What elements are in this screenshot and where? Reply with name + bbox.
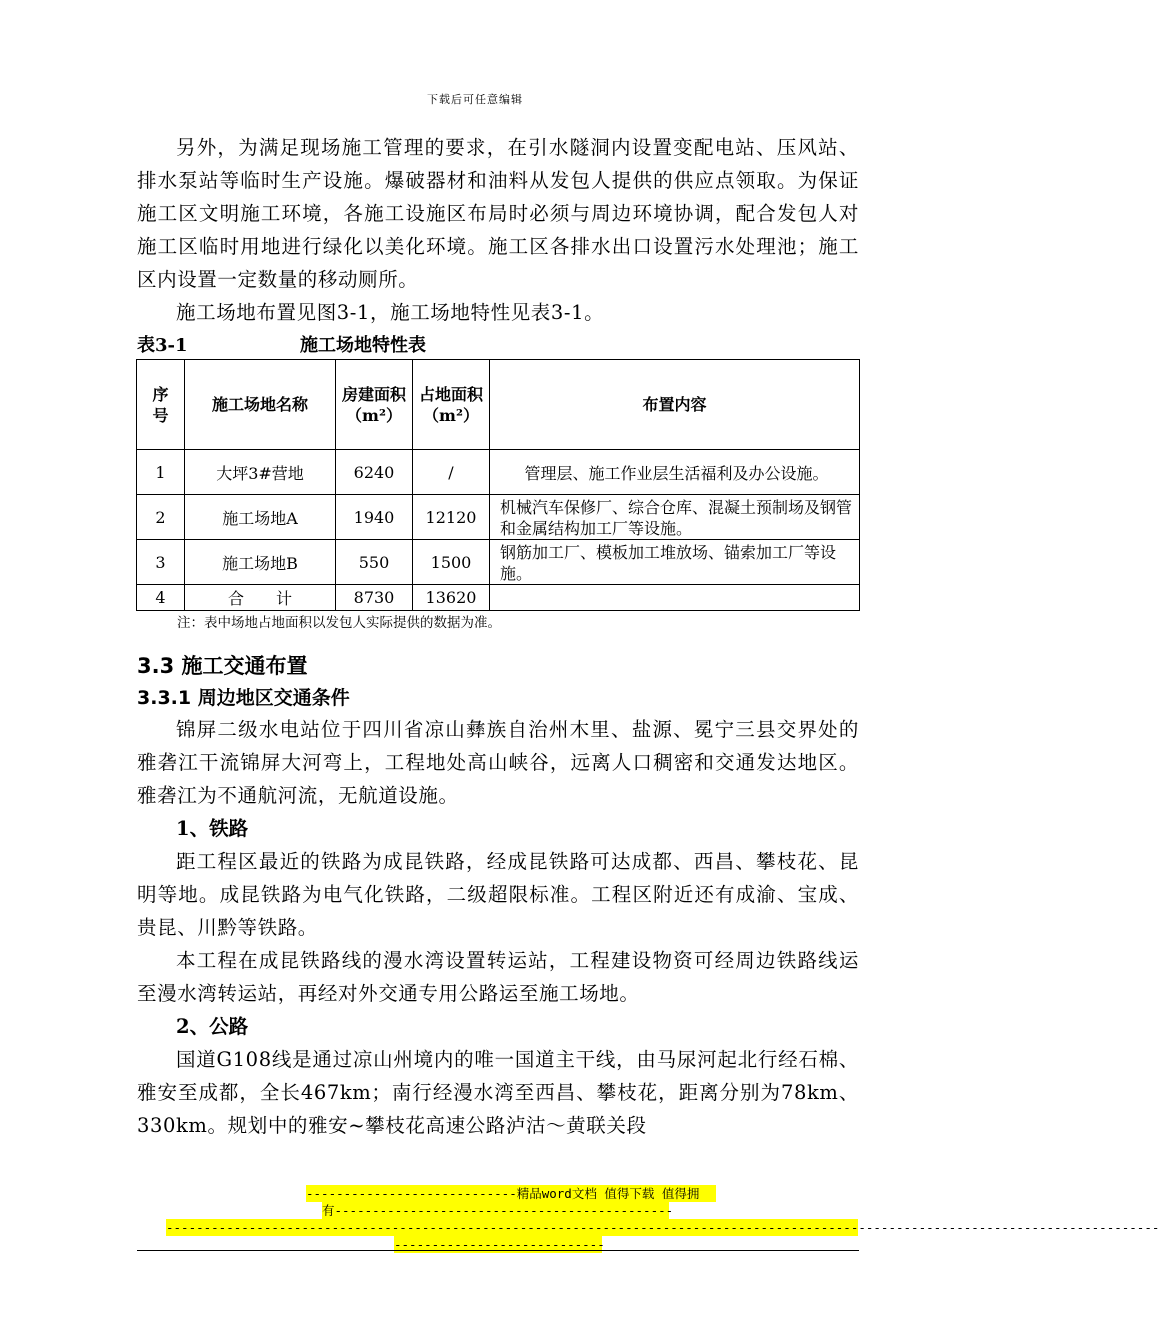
intro-paragraph-2: 施工场地布置见图3-1，施工场地特性见表3-1。 [176,301,605,324]
cell-seq: 4 [137,585,185,611]
table-note: 注：表中场地占地面积以发包人实际提供的数据为准。 [177,615,501,631]
footer-ad-line-3: ------------------------------------------------------------------------------------------------------------------------------------ [166,1220,1159,1235]
cell-land-area: 12120 [413,495,490,540]
cell-content [490,585,860,611]
table-row [137,450,860,495]
cell-seq: 2 [137,495,185,540]
header-land-area: 占地面积（m²） [413,360,490,450]
table-caption [137,333,859,359]
header-content: 布置内容 [490,360,860,450]
road-paragraph-1: 国道G108线是通过凉山州境内的唯一国道主干线，由马尿河起北行经石棉、雅安至成都，全长467km；南行经漫水湾至西昌、攀枝花，距离分别为78km、330km。规划中的雅安~攀枝花高速公路泸沽～黄联关段 [137,1048,859,1137]
header-seq: 序号 [137,360,185,450]
footer-ad-line-2: 有--------------------------------------------- [322,1203,674,1218]
cell-build-area: 1940 [336,495,413,540]
cell-site-name: 合 计 [185,585,336,611]
cell-site-name: 大坪3#营地 [185,450,336,495]
cell-site-name: 施工场地B [185,540,336,585]
subsection-heading: 3.3.1 周边地区交通条件 [137,687,350,709]
footer-ad-line-4: ---------------------------- [394,1237,605,1252]
table-row [137,540,860,585]
section-heading: 3.3 施工交通布置 [137,654,308,678]
footer-ad-line-1: ----------------------------精品word文档 值得下载 值得拥 [306,1185,716,1202]
cell-land-area: 13620 [413,585,490,611]
header-site-name: 施工场地名称 [185,360,336,450]
table-row-total [137,585,860,611]
cell-build-area: 6240 [336,450,413,495]
railway-paragraph-1: 距工程区最近的铁路为成昆铁路，经成昆铁路可达成都、西昌、攀枝花、昆明等地。成昆铁路为电气化铁路，二级超限标准。工程区附近还有成渝、宝成、贵昆、川黔等铁路。 [137,850,859,939]
cell-content: 管理层、施工作业层生活福利及办公设施。 [490,450,860,495]
cell-land-area: / [413,450,490,495]
header-build-area: 房建面积（m²） [336,360,413,450]
site-characteristics-table [136,359,860,611]
road-heading: 2、公路 [176,1015,249,1038]
table-caption-number: 表3-1 [137,335,188,356]
table-header-row [137,360,860,450]
cell-land-area: 1500 [413,540,490,585]
cell-seq: 1 [137,450,185,495]
cell-content: 钢筋加工厂、模板加工堆放场、锚索加工厂等设施。 [490,540,860,585]
cell-build-area: 550 [336,540,413,585]
cell-seq: 3 [137,540,185,585]
table-row [137,495,860,540]
railway-paragraph-2: 本工程在成昆铁路线的漫水湾设置转运站，工程建设物资可经周边铁路线运至漫水湾转运站，再经对外交通专用公路运至施工场地。 [137,949,859,1005]
document-body [137,131,859,1142]
cell-site-name: 施工场地A [185,495,336,540]
railway-heading: 1、铁路 [176,817,249,840]
page-header-note: 下载后可任意编辑 [427,93,523,106]
intro-paragraph-1: 另外，为满足现场施工管理的要求，在引水隧洞内设置变配电站、压风站、排水泵站等临时生产设施。爆破器材和油料从发包人提供的供应点领取。为保证施工区文明施工环境，各施工设施区布局时必须与周边环境协调，配合发包人对施工区临时用地进行绿化以美化环境。施工区各排水出口设置污水处理池；施工区内设置一定数量的移动厕所。 [137,136,859,291]
section-paragraph-1: 锦屏二级水电站位于四川省凉山彝族自治州木里、盐源、冕宁三县交界处的雅砻江干流锦屏大河弯上，工程地处高山峡谷，远离人口稠密和交通发达地区。雅砻江为不通航河流，无航道设施。 [137,718,859,807]
footer-divider [137,1250,859,1251]
table-caption-title: 施工场地特性表 [300,335,426,356]
cell-content: 机械汽车保修厂、综合仓库、混凝土预制场及钢管和金属结构加工厂等设施。 [490,495,860,540]
cell-build-area: 8730 [336,585,413,611]
